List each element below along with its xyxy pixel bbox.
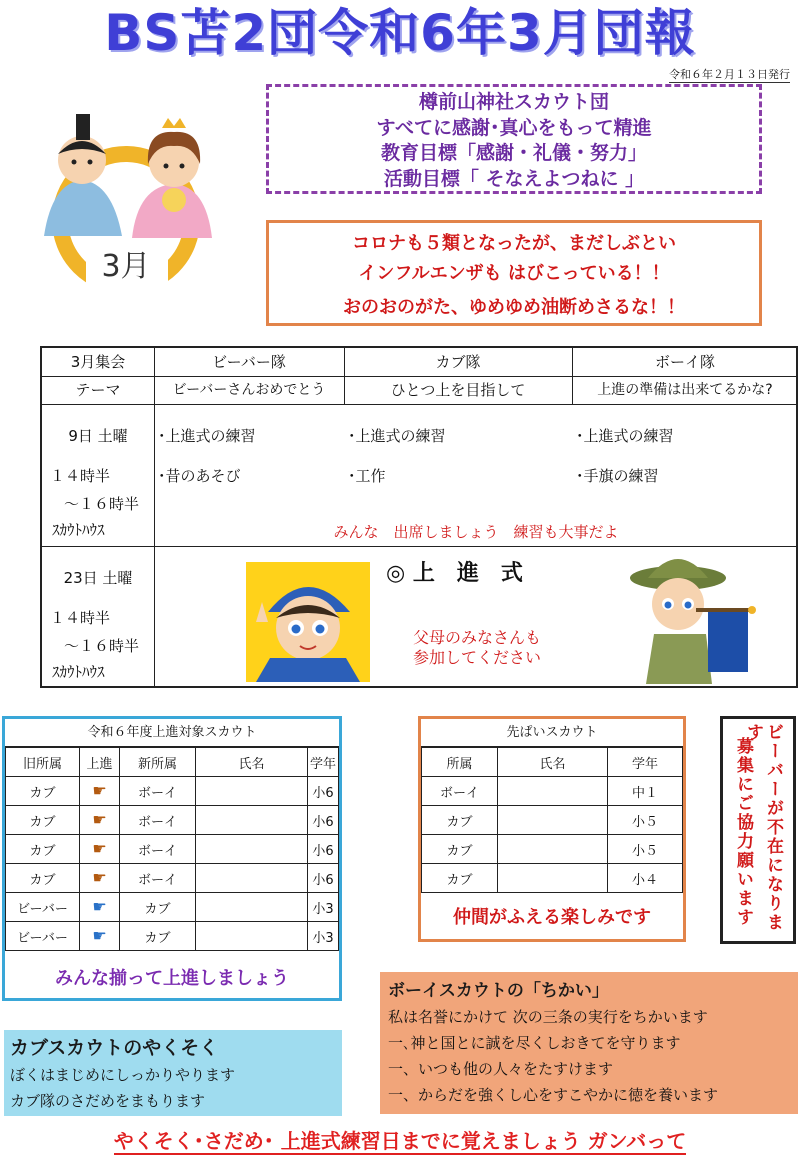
session1-place: ｽｶｳﾄﾊｳｽ [52, 521, 105, 539]
rank-up-ceremony-heading: ◎ 上 進 式 [386, 561, 523, 586]
column-header: 所属 [422, 748, 498, 777]
table-row [6, 806, 339, 835]
oath-line: 私は名誉にかけて 次の三条の実行をちかいます [388, 1008, 708, 1026]
pointing-hand-icon: ☛ [92, 780, 107, 800]
name-cell [498, 835, 608, 864]
name-cell [196, 893, 308, 922]
session2-start-time: １４時半 [50, 609, 111, 627]
name-cell [498, 806, 608, 835]
motto-line: すべてに感謝･真心をもって精進 [376, 116, 652, 139]
table-header-row [422, 748, 683, 777]
session1-date: 9日 土曜 [68, 427, 128, 445]
notice-line: コロナも５類となったが、まだしぶとい [352, 233, 676, 254]
session1-start-time: １４時半 [50, 467, 111, 485]
theme-beaver: ビーバーさんおめでとう [172, 382, 326, 398]
session1-attendance-note: みんな 出席しましょう 練習も大事だよ [333, 523, 619, 541]
rank-up-caption: 令和６年度上進対象スカウト [5, 719, 339, 747]
pointing-hand-icon: ☛ [92, 896, 107, 916]
oath-line: 一､神と国とに誠を尽くしおきてを守ります [388, 1034, 681, 1052]
theme-cub: ひとつ上を目指して [390, 381, 526, 399]
table-row [6, 893, 339, 922]
grade: 小6 [308, 835, 339, 864]
grade: 小５ [608, 835, 683, 864]
old-unit: カブ [6, 806, 80, 835]
old-unit: カブ [6, 835, 80, 864]
session1-cub-item: ･上進式の練習 [348, 427, 446, 445]
motto-line: 教育目標「感謝・礼儀・努力」 [380, 142, 647, 164]
promise-line: ぼくはまじめにしっかりやります [10, 1066, 236, 1084]
health-notice-box [266, 220, 762, 326]
unit: カブ [422, 806, 498, 835]
column-header: 新所属 [120, 748, 196, 777]
name-cell [498, 864, 608, 893]
column-header: 学年 [308, 748, 339, 777]
rank-up-slogan: みんな揃って上進しましょう [55, 968, 289, 989]
motto-line: 活動目標「 そなえよつねに 」 [383, 167, 645, 190]
pointing-hand-icon: ☛ [92, 867, 107, 887]
session2-date: 23日 土曜 [63, 569, 133, 587]
name-cell [196, 922, 308, 951]
grade: 小6 [308, 806, 339, 835]
schedule-header-cub: カブ隊 [435, 353, 481, 371]
session1-beaver-item: ･上進式の練習 [158, 427, 256, 445]
new-unit: ボーイ [120, 777, 196, 806]
table-row [422, 806, 683, 835]
unit: カブ [422, 864, 498, 893]
grade: 小５ [608, 806, 683, 835]
oath-line: 一、からだを強くし心をすこやかに徳を養います [388, 1086, 719, 1104]
newsletter-title: BS苫2団令和6年3月団報 [104, 4, 696, 62]
oath-title: ボーイスカウトの「ちかい」 [388, 981, 609, 1001]
footer-reminder [0, 1126, 800, 1156]
beaver-recruit-notice [720, 716, 796, 944]
cub-scout-promise-box [4, 1030, 342, 1116]
oath-line: 一、いつも他の人々をたすけます [388, 1060, 614, 1078]
grade: 中１ [608, 777, 683, 806]
pointing-hand-icon: ☛ [92, 809, 107, 829]
table-row [6, 835, 339, 864]
old-unit: ビーバー [6, 922, 80, 951]
grade: 小3 [308, 893, 339, 922]
hina-dolls-illustration [34, 88, 214, 298]
footer-text: やくそく･さだめ･ 上進式練習日までに覚えましょう ガンバって [113, 1129, 687, 1153]
new-unit: ボーイ [120, 864, 196, 893]
hina-month-label: 3月 [101, 249, 151, 284]
grade: 小４ [608, 864, 683, 893]
new-unit: ボーイ [120, 835, 196, 864]
theme-boy: 上進の準備は出来てるかな? [597, 382, 773, 398]
march-schedule-table [40, 346, 798, 688]
column-header: 旧所属 [6, 748, 80, 777]
schedule-header-meeting: 3月集会 [70, 353, 126, 371]
grade: 小3 [308, 922, 339, 951]
invite-line: 参加してください [412, 648, 541, 667]
promise-title: カブスカウトのやくそく [10, 1037, 219, 1059]
session1-boy-item: ･上進式の練習 [576, 427, 674, 445]
senior-scouts-caption: 先ぱいスカウト [421, 719, 683, 747]
new-unit: カブ [120, 893, 196, 922]
column-header: 氏名 [196, 748, 308, 777]
table-row [422, 835, 683, 864]
session2-place: ｽｶｳﾄﾊｳｽ [52, 663, 105, 681]
unit: カブ [422, 835, 498, 864]
senior-scouts-table [421, 747, 683, 893]
pointing-hand-icon: ☛ [92, 925, 107, 945]
schedule-header-beaver: ビーバー隊 [212, 353, 286, 371]
notice-line: おのおのがた、ゆめゆめ油断めさるな！！ [343, 297, 685, 318]
table-row [6, 922, 339, 951]
session1-beaver-item: ･昔のあそび [158, 467, 241, 485]
table-row [422, 777, 683, 806]
promise-line: カブ隊のさだめをまもります [10, 1092, 206, 1110]
grade: 小6 [308, 864, 339, 893]
session2-end-time: ～１６時半 [64, 637, 140, 655]
old-unit: ビーバー [6, 893, 80, 922]
recruit-line: 募集にご協力願います [733, 737, 753, 927]
name-cell [498, 777, 608, 806]
schedule-header-boy: ボーイ隊 [654, 353, 715, 371]
session1-cub-item: ･工作 [348, 467, 386, 485]
senior-scouts-panel [418, 716, 686, 942]
invite-line: 父母のみなさんも [412, 628, 541, 647]
table-row [422, 864, 683, 893]
issue-date: 令和６年２月１３日発行 [669, 68, 790, 81]
pointing-hand-icon: ☛ [92, 838, 107, 858]
name-cell [196, 864, 308, 893]
grade: 小6 [308, 777, 339, 806]
boy-scout-oath-box [380, 972, 798, 1114]
table-row [6, 777, 339, 806]
column-header: 氏名 [498, 748, 608, 777]
name-cell [196, 777, 308, 806]
old-unit: カブ [6, 777, 80, 806]
name-cell [196, 835, 308, 864]
troop-motto-box [266, 84, 762, 194]
theme-label: テーマ [75, 381, 121, 399]
new-unit: ボーイ [120, 806, 196, 835]
column-header: 上進 [80, 748, 120, 777]
new-unit: カブ [120, 922, 196, 951]
cub-scout-illustration [246, 562, 370, 682]
rank-up-scouts-panel [2, 716, 342, 1001]
table-header-row [6, 748, 339, 777]
old-unit: カブ [6, 864, 80, 893]
rank-up-table [5, 747, 339, 951]
name-cell [196, 806, 308, 835]
notice-line: インフルエンザも はびこっている！！ [358, 263, 670, 284]
session1-end-time: ～１６時半 [64, 495, 140, 513]
senior-scouts-slogan: 仲間がふえる楽しみです [453, 907, 651, 928]
scout-leader-illustration [626, 544, 756, 684]
table-row [6, 864, 339, 893]
column-header: 学年 [608, 748, 683, 777]
session1-boy-item: ･手旗の練習 [576, 467, 659, 485]
recruit-line: ビーバーが不在になります [743, 723, 783, 932]
motto-line: 樽前山神社スカウト団 [418, 91, 609, 113]
unit: ボーイ [422, 777, 498, 806]
